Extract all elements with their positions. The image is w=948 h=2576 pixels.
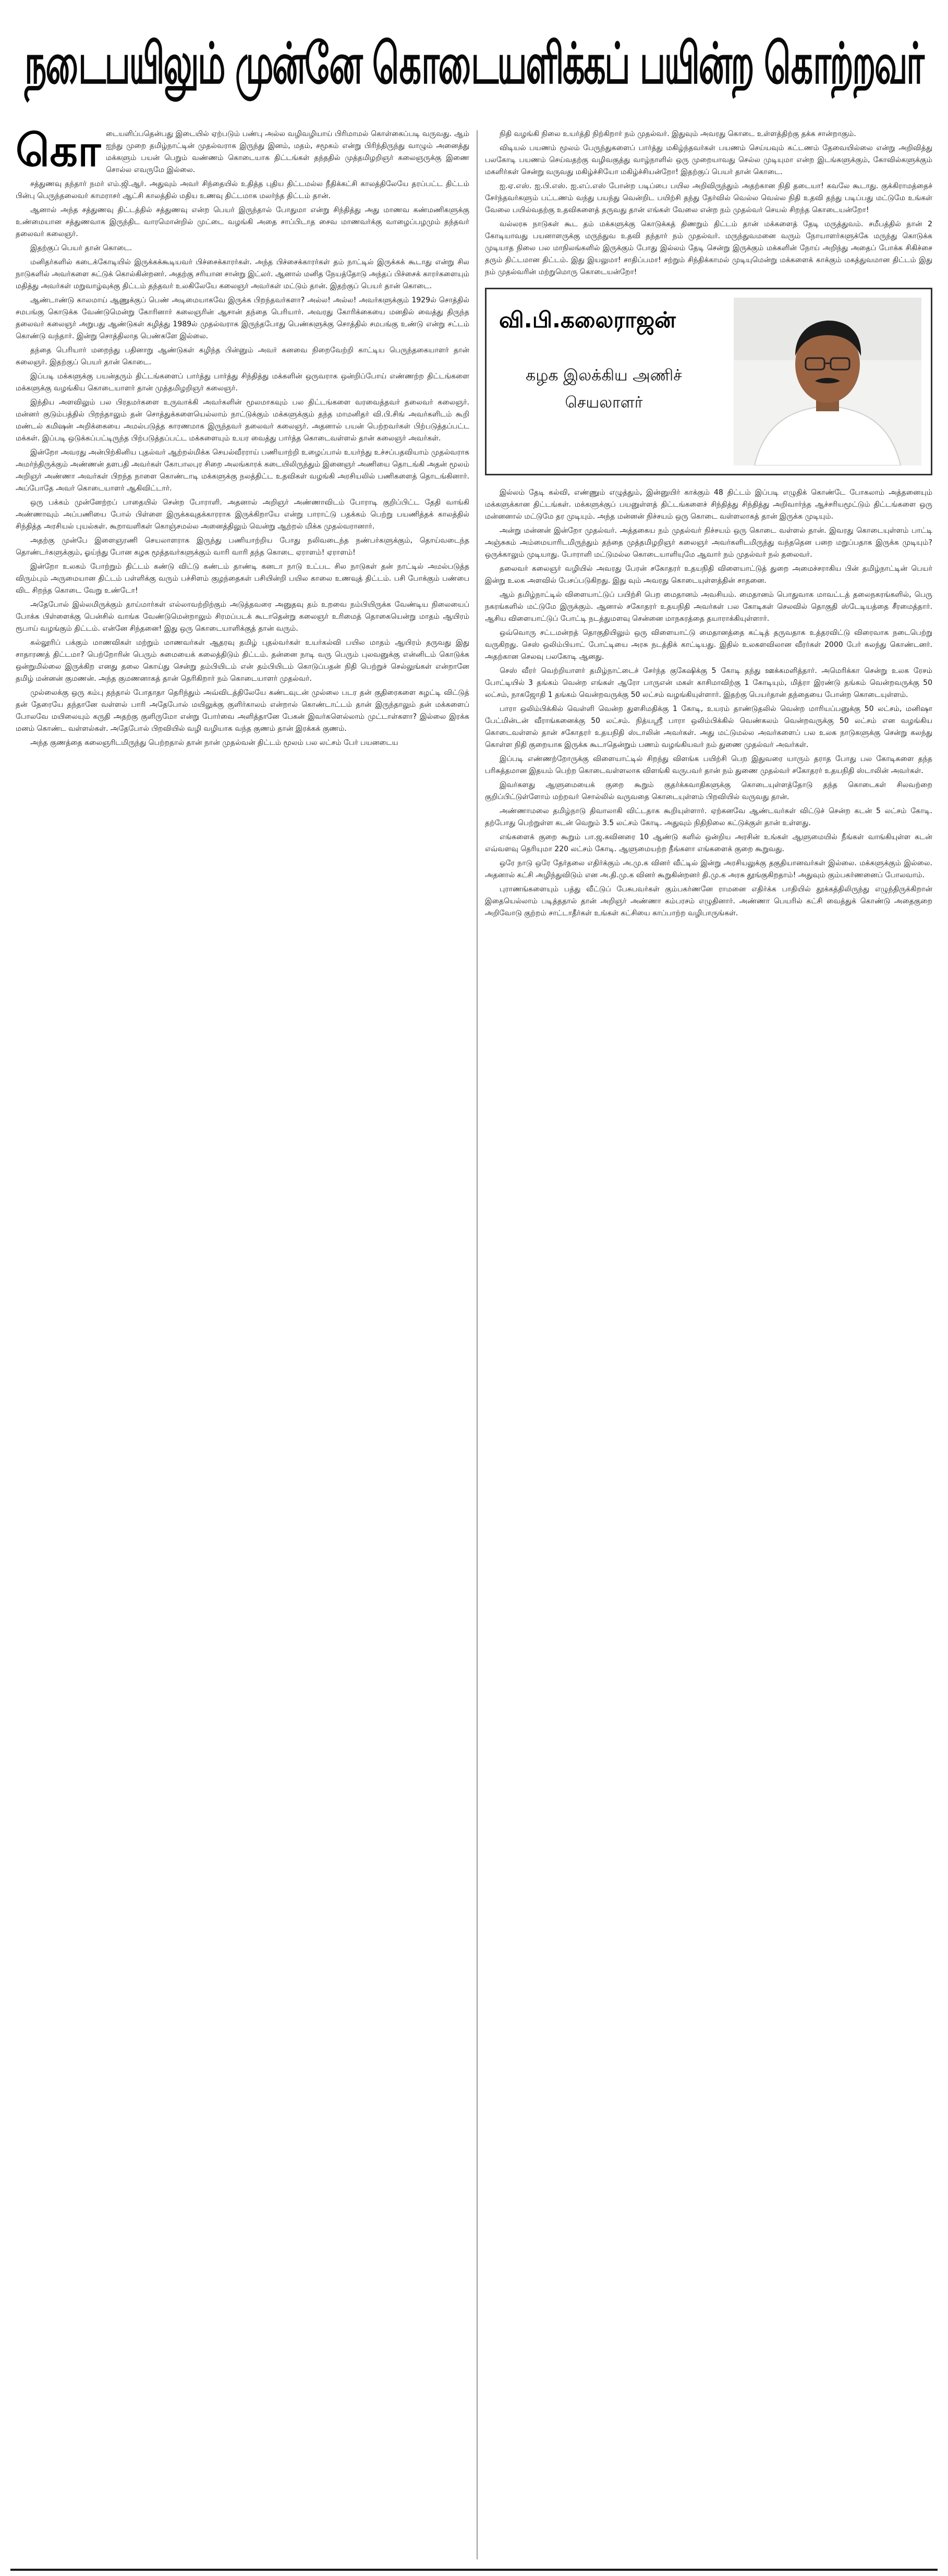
article-paragraph: அந்த குணத்தை கலைஞரிடமிருந்து பெற்றதால் தான் நான் முதல்வன் திட்டம் மூலம் பல லட்சம் பேர் பயனடைய [30, 739, 398, 747]
article-paragraph: மனிதர்களில் கடைக்கோடியில் இருக்கக்கூடியவர் பிச்சைக்காரர்கள். அந்த பிச்சைக்காரர்கள் தம் நாட்டில் இருக்கக் கூடாது என்று சில நாடுகளில் அவர்களை சுட்டுக் கொல்கின்றனர். அதற்கு சரியான சான்று இட்லர். ஆனால் மனித நேயத்தோடு அந்தப் பிச்சைக் காரர்களையும் மதித்து அவர்கள் மறுவாழ்வுக்கு திட்டம் தந்தவர் உலகிலேயே கலைஞர் அவர்கள் மட்டும் தான். இதற்குப் பெயர் தான் கொடை. [16, 258, 469, 290]
headline: நடைபயிலும் முன்னே கொடையளிக்கப் பயின்ற கொற்றவர் [25, 31, 923, 96]
article-paragraph: ஒவ்வொரு சட்டமன்றத் தொகுதியிலும் ஒரு விளையாட்டு மைதானத்தை கட்டித் தருவதாக உத்தரவிட்டு விரைவாக நடைபெற்று வருகிறது. செஸ் ஒலிம்பியாட் போட்டியை அரசு நடத்திக் காட்டியது. இதில் உலகளவிலான வீரர்கள் 2000 பேர் கலந்து கொண்டனர். அதற்கான செலவு பலகோடி ஆனது. [485, 629, 932, 661]
article-column-left [16, 128, 469, 2568]
right-column-top [485, 128, 932, 278]
article-paragraph: இவர்களது ஆளுமையைக் குறை கூறும் குதர்க்கவாதிகளுக்கு கொடையுள்ளத்தோடு தந்த கொடைகள் சிலவற்றை குறிப்பிட்டுள்ளோம் மற்றவர் சொல்லில் வருவதை கொடையுள்ளம் பிறவியில் வருவது தான். [485, 781, 932, 801]
article-paragraph: ஆனால் அந்த சத்துணவு திட்டத்தில் சத்துணவு என்ற பெயர் இருந்தால் போதுமா என்று சிந்தித்து அது மாணவ கண்மணிகளுக்கு உண்மையான சத்துணவாக இருந்திட வாரமொன்றில் முட்டை வழங்கி அதை சாப்பிடாத சைவ மாணவர்க்கு வாழைப்பழமும் தந்தவர் தலைவர் கலைஞர். [16, 206, 469, 238]
article-paragraph: பாரா ஒலிம்பிக்கில் வெள்ளி வென்ற துளசிமதிக்கு 1 கோடி, உயரம் தாண்டுதலில் வென்ற மாரியப்பனுக்கு 50 லட்சம், மனிஷா பேட்மின்டன் வீராங்கனைக்கு 50 லட்சம். நித்யஸ்ரீ பாரா ஒலிம்பிக்கில் வெண்கலம் வென்றவருக்கு 50 லட்சம் என வழங்கிய கொடைவள்ளல் தான் சகோதரர் உதயநிதி ஸ்டாலின் அவர்கள். அது மட்டுமல்ல அவர்களைப் பல உலக நாடுகளுக்கு சென்று கலந்து கொள்ள நிதி குறையாக இருக்க கூடாதென்றும் பணம் வழங்கியவர் நம் துணை முதல்வர் அவர்கள். [485, 705, 932, 749]
article-paragraph: ஆண்டாண்டு காலமாய் ஆணுக்குப் பெண் அடிமையாகவே இருக்க பிறந்தவர்களா? அல்ல! அல்ல! அவர்களுக்கும் 1929ல் சொத்தில் சமபங்கு கொடுக்க வேண்டுமென்று கோரினார் கலைஞரின் ஆசான் தந்தை பெரியார். அவரது கோரிக்கையை மனதில் வைத்து திருந்த தலைவர் கலைஞர் அறுபது ஆண்டுகள் கழித்து 1989ல் முதல்வராக இருந்தபோது பெண்களுக்கு சொத்தில் சமபங்கு உண்டு என்று சட்டம் கொண்டு வந்தார். இன்று சொத்திலாத பெண்களே இல்லை. [16, 296, 469, 340]
lead-paragraph [16, 128, 469, 176]
article-paragraph: இதற்குப் பெயர் தான் கொடை. [30, 244, 132, 252]
article-paragraph: அன்று மன்னன் இன்றோ முதல்வர். அத்தகைய நம் முதல்வர் நிச்சயம் ஒரு கொடை வள்ளல் தான். இவரது கொடையுள்ளம் பாட்டி அஞ்சுகம் அம்மையாரிடமிருந்தும் தந்தை முத்தமிழறிஞர் கலைஞர் அவர்களிடமிருந்து வந்ததென பறை மறுப்பதாக இருக்க முடியும்? ஒருக்காலும் முடியாது. போராளி மட்டுமல்ல கொடையாளியுமே ஆவார் நம் முதல்வர் நல் தலைவர். [485, 526, 932, 559]
article-paragraph: இன்றோ அவரது அன்பிற்கினிய புதல்வர் ஆற்றல்மிக்க செயல்வீரராய் பணியாற்றி உழைப்பால் உயர்ந்து உச்சப்பதவியாம் முதல்வராக அமர்ந்திருக்கும் அண்ணன் தளபதி அவர்கள் கோபாலபுர சிறை அலங்காரக் கடையிலிருந்தும் இனைஞர் அணியை தொடங்கி அதன் மூலம் அறிஞர் அண்ணா அவர்கள் பிறந்த நாளை கொண்டாடி மக்களுக்கு நலத்திட்ட உதவிகள் வழங்கி அரசியலில் பணிகளைத் தொடங்கினார். அப்போதே அவர் கொடையாளர் ஆகிவிட்டார். [16, 448, 469, 493]
dropcap: கொ [16, 128, 101, 176]
headline-banner [0, 0, 948, 128]
column-divider [477, 130, 478, 2559]
author-role: கழக இலக்கிய அணிச் செயலாளர் [526, 366, 682, 412]
author-portrait-icon [734, 298, 921, 465]
article-paragraph: இன்றோ உலகம் போற்றும் திட்டம் கண்டு விட்டு கண்டம் தாண்டி கனடா நாடு உட்பட சில நாடுகள் தன் நாட்டில் அமல்படுத்த விரும்பும் அருமையான திட்டம் பள்ளிக்கு வரும் பச்சிளம் குழந்தைகள் பசியின்றி பயில காலை உணவுத் திட்டம். பசி போக்கும் பண்பை விட சிறந்த கொடை வேறு உண்டோ! [16, 562, 469, 595]
article-paragraph: சத்துணவு தந்தார் நமர் எம்.ஜி.ஆர். அதுவும் அவர் சிந்தையில் உதித்த புதிய திட்டமல்ல நீதிக்கட்சி காலத்திலேயே தரப்பட்ட திட்டம் பின்பு பெருந்தலைவர் காமராசர் ஆட்சி காலத்தில் மதிய உணவு திட்டமாக மலர்ந்த திட்டம் தான். [16, 180, 469, 200]
article-paragraph: ஐ.ஏ.எஸ். ஐ.பி.எஸ். ஐ.எப்.எஸ் போன்ற படிப்பை பயில அறிவிருந்தும் அதற்கான நிதி தடையா! கவலே கூடாது. குக்கிராமத்தைச் சேர்ந்தவர்களும் பட்டணம் வந்து பயந்து வென்றிட பயிற்சி தந்து தேர்வில் வெல்ல வெல்ல நிதி உதவி தந்து படிப்பது மட்டுமே உங்கள் வேலை பயில்வதற்கு உதவிகளைத் தருவது தான் எங்கள் வேலை என்ற நம் முதல்வர் செயல் சிறந்த கொடையன்றோ! [485, 182, 932, 214]
article-paragraph: ஆம் தமிழ்நாட்டில் விளையாட்டுப் பயிற்சி பெற மைதானம் அவசியம். மைதானம் பொதுவாக மாவட்டத் தலைநகரங்களில், பெரு நகரங்களில் மட்டுமே இருக்கும். ஆனால் சகோதரர் உதயநிதி அவர்கள் பல கோடிகள் செலவில் தொகுதி ஸ்டேடியத்தை சீரமைத்தார். ஆசிய விளையாட்டுப் போட்டி நடத்துமளவு சென்னை மாநகரத்தை தயாராக்கியுள்ளார். [485, 591, 932, 623]
article-paragraph: அதேபோல் இல்லமிருக்கும் தாய்மார்கள் எல்லாவற்றிற்கும் அடுத்தவரை அனுதவு தம் உறவை நம்பியிருக்க வேண்டிய நிலையைப் போக்க பிள்ளைக்கு பென்சில் வாங்க வேண்டுமென்றாலும் சிரமப்படக் கூடாதென்று கலைஞர் உரிமைத் தொகையென்று மாதம் ஆயிரம் ரூபாய் வழங்கும் திட்டம். என்னே சிந்தனை! இது ஒரு கொடையாளிக்குத் தான் வரும். [16, 600, 469, 633]
article-paragraph: ஒரு பக்கம் முன்னேற்றப் பாதையில் சென்ற போராளி. அதனால் அறிஞர் அண்ணாவிடம் போராடி குறிப்பிட்ட தேதி வாங்கி அண்ணாவும் அப்பணியை போல் பிள்ளை இருக்கவுதக்காரராக இருக்கிறாயே என்று பாராட்டு பதக்கம் பெற்று பயணித்தக் காலத்தில் சிந்தித்த அரசியல் புயல்கள். கூறாவளிகள் கொஞ்சமல்ல அனைத்திலும் வென்று ஆற்றல் மிக்க முதல்வரானார். [16, 498, 469, 531]
article-paragraph: அண்ணாமலை தமிழ்நாடு திவாலாகி விட்டதாக கூறியுள்ளார். ஏற்கனவே ஆண்டவர்கள் விட்டுச் சென்ற கடன் 5 லட்சம் கோடி. தற்போது பெற்றுள்ள கடன் வெறும் 3.5 லட்சம் கோடி. அதுவும் நிதிநிலை கட்டுக்குள் தான் உள்ளது. [485, 807, 932, 827]
article-paragraph: கல்லூரிப் பக்கும் மாணவிகள் மற்றும் மாணவர்கள் ஆதரவு தமிழ் புதல்வர்கள் உயர்கல்வி பயில மாதம் ஆயிரம் தருவது இது சாதாரணத் திட்டமா? பெற்றோரின் பெரும் சுமையைக் கலைத்திடும் திட்டம். தன்னை நாடி வரு பெரும் புலவனுக்கு என்னிடம் கொடுக்க ஒன்றுமில்லை இருக்கிற எனது தலை கொய்து சென்று தம்பியிடம் என் தம்பியிடம் கொடுப்பதன் நிதி பெற்றுச் செல்லுங்கள் என்றானே தமிழ் மன்னன் குமணன். அந்த குமணனாகத் தான் தெரிகிறார் நம் கொடையாளர் முதல்வர். [16, 639, 469, 683]
article-paragraph: இப்படி எண்ணற்றோருக்கு விளையாட்டில் சிறந்து விளங்க பயிற்சி பெற இதுவரை யாரும் தராத போது பல கோடிகளை தந்த பரிசுத்தமான இதயம் பெற்ற கொடைவள்ளலாக விளங்கி வருபவர் தான் நம் துணை முதல்வர் சகோதரர் உதயநிதி ஸ்டாலின் அவர்கள். [485, 755, 932, 775]
article-paragraph: இந்திய அளவிலும் பல பிரதமர்களை உருவாக்கி அவர்களின் மூலமாகவும் பல திட்டங்களை வரவைத்தவர் தலைவர் கலைஞர். மன்னர் குடும்பத்தில் பிறந்தாலும் தன் சொத்துக்களையெல்லாம் நாட்டுக்கும் மக்களுக்கும் தந்த மாமனிதர் வி.பி.சிங் அவர்களிடம் கூறி மண்டல் கமிஷன் அறிக்கையை அமல்படுத்த காரணமாக இருந்தவர் தலைவர் கலைஞர். அதனால் பயன் பெற்றவர்கள் பிற்படுத்தப்பட்ட மக்கள். இப்படி ஒடுக்கப்பட்டிருந்த பிற்படுத்தப்பட்ட மக்களையும் உயர வைத்து பார்த்த கொடைவள்ளல் தான் கலைஞர் அவர்கள். [16, 398, 469, 443]
article-paragraph: வல்லரசு நாடுகள் கூட தம் மக்களுக்கு கொடுக்கத் திணறும் திட்டம் தான் மக்களைத் தேடி மருத்துவம். சமீபத்தில் தான் 2 கோடியாவது பயனாளருக்கு மருந்துவ உதவி தந்தார் நம் முதல்வர். மருந்துவமனை வரும் நோயாளர்களுக்கே மருந்து கொடுக்க முடியாத நிலை பல மாநிலங்களில் இருக்கும் போது இல்லம் தேடி சென்று இருக்கும் மக்களின் நோய் அறிந்து அதைப் போக்க சிகிச்சை தரும் திட்டமான திட்டம். இது இயலுமா! சாதிப்பமா! சற்றும் சிந்திக்காமல் முடியுமென்று மக்களைக் காக்கும் மகத்துவமான திட்டம் இது நம் முதல்வரின் மற்றுமொரு கொடையன்றோ! [485, 220, 932, 276]
article-paragraph: முல்லைக்கு ஒரு கம்பு தந்தால் போதாதா தெரிந்தும் அவ்விடத்திலேயே கண்டவுடன் முல்லை படர தன் குதிரைகளை கழட்டி விட்டுத் தன் தேரையே தந்தானே வள்ளல் பாரி அதேபோல் மயிலுக்கு குளிர்காலம் என்றால் கொண்டாட்டம் தான் இருந்தாலும் தன் மக்களைப் போலவே மயிலையும் கருதி அதற்கு குளிருமோ என்று போர்வை அளித்தானே பேகன் இவர்களெல்லாம் முட்டாள்களா? இல்லை இரக்க மனம் கொண்ட வள்ளல்கள். அதேபோல் பிறவியில் வழி வழியாக வந்த குணம் தான் இரக்கக் குணம். [16, 689, 469, 733]
article-paragraph: தலைவர் கலைஞர் வழியில் அவரது பேரன் சகோதரர் உதயநிதி விளையாட்டுத் துறை அமைச்சராகிய பின் தமிழ்நாட்டின் பெயர் இன்று உலக அளவில் பேசப்படுகிறது. இது வும் அவரது கொடையுள்ளத்தின் சாதனை. [485, 565, 932, 585]
bottom-rule [10, 2569, 938, 2571]
article-paragraph: செஸ் வீரர் வெற்றியாளர் தமிழ்நாட்டைச் சேர்ந்த குகேஷிக்கு 5 கோடி தந்து ஊக்கமளித்தார். அமெரிக்கா சென்று உலக ரேசம் போட்டியில் 3 தங்கம் வென்ற எங்கள் ஆரோ பாருஎன் மகள் காசிமாவிற்கு 1 கோடியும், மித்ரா இரண்டு தங்கம் வென்றவருக்கு 50 லட்சம், நாகஜோதி 1 தங்கம் வென்றவருக்கு 50 லட்சம் வழங்கியுள்ளார். இதற்கு பெயர்தான் தந்தையை போன்ற கொடையுள்ளம். [485, 667, 932, 699]
article-paragraph: இப்படி மக்களுக்கு பயன்தரும் திட்டங்களைப் பார்த்து பார்த்து சிந்தித்து மக்களின் ஒருவராக ஒன்றிப்போய் எண்ணற்ற திட்டங்களை மக்களுக்கு வழங்கிய கொடையாளர் தான் முத்தமிழறிஞர் கலைஞர். [16, 372, 469, 392]
article-paragraph: நிதி வழங்கி நிலை உயர்த்தி நிற்கிறார் நம் முதல்வர். இதுவும் அவரது கொடை உள்ளத்திற்கு தக்க சான்றாகும். [500, 130, 856, 138]
lead-paragraph-text: டையளிப்பதென்பது இடையில் ஏற்படும் பண்பு அல்ல வழிவழியாய் பிரிமாமல் கொள்கைப்படி வருவது. ஆம் ஐந்து முறை தமிழ்நாட்டின் முதல்வராக இருந்து இனம், மதம், சமூகம் என்று பிரிந்திருந்து வாழும் அனைத்து மக்களும் பயன் பெறும் வண்ணம் கொடையாக திட்டங்கள் தந்ததில் முத்தமிழறிஞர் கலைஞருக்கு இணை சொல்ல எவருமே இல்லை. [106, 130, 469, 174]
article-paragraph: விடியல் பயணம் மூலம் பேருந்துகளைப் பார்த்து மகிழ்ந்தவர்கள் பயணம் செய்யவும் கட்டணம் தேவையில்லை என்று அறிவித்து பலகோடி பயணம் செய்வதற்கு வழிவகுத்து வாழ்நாளில் ஒரு முறையாவது செல்ல முடியுமா என்ற இடங்களுக்கும், கோவில்களுக்கும் மகளிர்கள் சென்று வருவது மகிழ்ச்சியோ மகிழ்ச்சியன்றோ! இதற்குப் பெயர் தான் கொடை. [485, 144, 932, 176]
article-paragraph: புராணங்களையும் பத்து வீட்டுப் பேசுபவர்கள் கும்பகர்ணனே ராமனை எதிர்க்க பாதியில் தூக்கத்திலிருந்து எழுந்திருக்கிறான் இதையெல்லாம் படித்ததால் தான் அறிஞர் அண்ணா கம்பரசம் எழுதினார். அண்ணா பெயரில் கட்சி வைத்துக் கொண்டு அதைகுறை அறிவோடு குற்றம் சாட்டாதீர்கள் உங்கள் கட்சியை காப்பாற்ற வழிபாருங்கள். [485, 885, 932, 917]
right-column-bottom [485, 487, 932, 919]
author-name: வி.பி.கலைராஜன் [499, 307, 676, 333]
author-byline-box [485, 288, 932, 475]
article-paragraph: ஒரே நாடு ஒரே தேர்தலை எதிர்க்கும் அ.மு.க வினர் வீட்டில் இன்று அரசியலுக்கு தகுதியானவர்கள் இல்லை. மக்களுக்கும் இல்லை. அதனால் கட்சி அழிந்துவிடும் என அ.தி.மு.க வினர் கூறுகின்றனர் தி.மு.க அரசு தூங்குகிறதாம்! அதுவும் கும்பகர்ணனைப் போலவாம். [485, 859, 932, 879]
article-paragraph: இல்லம் தேடி கல்வி, எண்ணும் எழுத்தும், இன்னுயிர் காக்கும் 48 திட்டம் இப்படி எழுதிக் கொண்டே போகலாம் அத்தனையும் மக்களுக்கான திட்டங்கள். மக்களுக்குப் பயனுள்ளத் திட்டங்களைச் சிந்தித்து சிந்தித்து அறிவார்ந்த ஆச்சரியமூட்டும் திட்டங்களை ஒரு மன்னனால் மட்டுமே தர முடியும். அந்த மன்னன் நிச்சயம் ஒரு கொடை வள்ளலாகத் தான் இருக்க முடியும். [485, 488, 932, 521]
article-column-right [485, 128, 932, 2568]
article-paragraph: அதற்கு முன்பே இளைஞரணி செயலாளராக இருந்து பணியாற்றிய போது நலிவடைந்த நண்பர்களுக்கும், தொய்வடைந்த தொண்டர்களுக்கும், ஓய்ந்து போன கழக மூத்தவர்களுக்கும் வாரி வாரி தந்த கொடை ஏராளம்! ஏராளம்! [16, 536, 469, 557]
article-paragraph: எங்களைக் குறை கூறும் பா.ஜ.கவினரை 10 ஆண்டு களில் ஒன்றிய அரசின் உங்கள் ஆளுமையில் நீங்கள் வாங்கியுள்ள கடன் எவ்வளவு தெரியுமா 220 லட்சம் கோடி. ஆளுமையற்ற நீங்களா எங்களைக் குறை கூறுவது. [485, 833, 932, 853]
article-paragraph: தந்தை பெரியார் மறைந்து பதினாறு ஆண்டுகள் கழிந்த பின்னும் அவர் கனவை நிறைவேற்றி காட்டிய பெருந்தகையாளர் தான் கலைஞர். இதற்குப் பெயர் தான் கொடை. [16, 346, 469, 366]
